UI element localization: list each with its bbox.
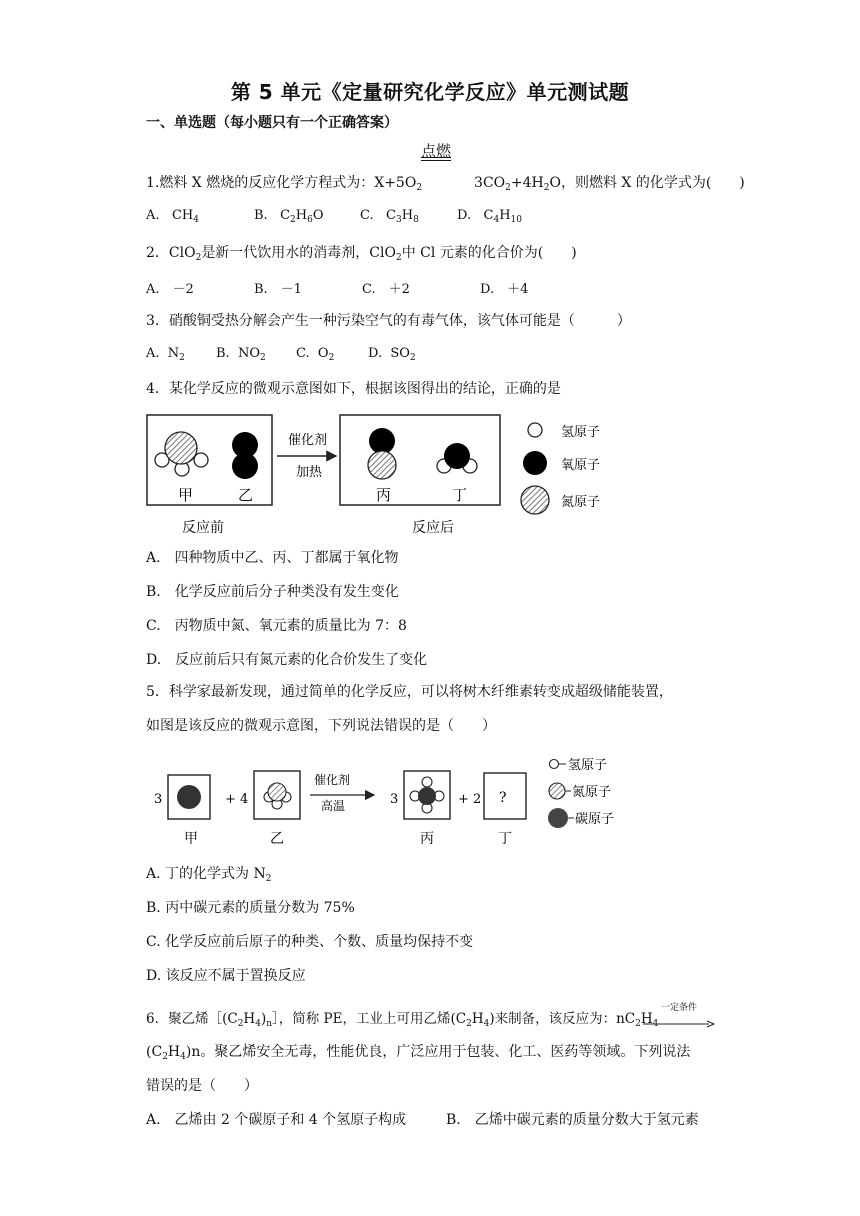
q5-legend-h-icon [550,760,559,769]
q5-coef-yi: 4 [240,792,249,807]
q3-option-b: B. $NO_2$ [216,346,266,363]
page-title: 第 5 单元《定量研究化学反应》单元测试题 [230,80,630,104]
q5-label-ding: 丁 [498,831,512,847]
q4-legend-n: 氮原子 [561,495,601,510]
q3-option-a: A. $N_2$ [146,346,185,363]
q1-condition: 点燃 [421,142,452,160]
q4-heat-label: 加热 [296,465,323,480]
q6-arrow-icon [643,1020,715,1028]
q5-legend-c: 碳原子 [575,812,615,827]
q2-option-c: C. ＋2 [362,282,410,297]
q4-catalyst-label: 催化剂 [288,433,328,448]
q5-molecule-yi [264,783,291,809]
q4-label-before: 反应前 [182,520,224,536]
q2-option-b: B. －1 [254,282,302,297]
q6-stem-line2: $(C_2H_4)n$。聚乙烯安全无毒，性能优良，广泛应用于包装、化工、医药等领域。下列说法 [146,1044,691,1062]
q4-label-after: 反应后 [412,520,454,536]
q3-option-d: D. $SO_2$ [368,346,416,363]
q4-molecule-jia [155,432,208,476]
q6-option-a: A. 乙烯由 2 个碳原子和 4 个氢原子构成 [146,1112,407,1128]
q1-option-c: C. $C_3H_8$ [360,208,419,225]
q2-option-a: A. －2 [146,282,194,297]
q5-legend-h: 氢原子 [568,758,608,773]
q4-legend-o: 氧原子 [561,458,601,473]
q4-legend-o-icon [523,451,547,475]
q5-option-c: C. 化学反应前后原子的种类、个数、质量均保持不变 [146,934,474,950]
q4-option-d: D. 反应前后只有氮元素的化合价发生了变化 [146,652,428,668]
q4-legend-h: 氢原子 [561,425,601,440]
q6-stem-line3: 错误的是（ ） [146,1078,258,1094]
q5-legend-c-icon [548,808,568,828]
q1-option-b: B. $C_2H_6O$ [254,208,324,225]
q4-molecule-yi [232,432,258,479]
q4-label-jia: 甲 [178,486,194,504]
q2-stem: 2．ClO$_2$是新一代饮用水的消毒剂，ClO$_2$中 Cl 元素的化合价为( ) [146,245,577,263]
q5-label-yi: 乙 [270,831,284,847]
q1-option-d: D. $C_4H_{10}$ [457,208,522,225]
q4-label-ding: 丁 [452,486,468,504]
q5-option-a: A. 丁的化学式为 $N_2$ [146,866,272,884]
q5-legend-n: 氮原子 [572,785,612,800]
q5-temp-label: 高温 [321,799,346,813]
q1-option-a: A. $CH_4$ [146,208,199,225]
q5-coef-bing: 3 [390,792,399,807]
q5-unknown-mark: ? [499,790,507,806]
q5-label-jia: 甲 [184,831,198,847]
q5-catalyst-label: 催化剂 [314,773,351,787]
q1-stem: 1.燃料 X 燃烧的反应化学方程式为：$X+5O_2$ $3CO_2+4H_2O$，则燃料 X 的化学式为( ) [146,175,745,193]
q5-carbon-atom [177,785,201,809]
q5-coef-jia: 3 [154,792,163,807]
q5-plus1: + [225,792,236,807]
q2-option-d: D. ＋4 [480,282,529,297]
q4-label-yi: 乙 [238,486,254,504]
q5-option-b: B. 丙中碳元素的质量分数为 75% [146,900,355,916]
q4-legend-h-icon [528,423,542,437]
q4-molecule-ding [437,443,477,473]
q4-after-box [340,415,500,505]
q4-option-b: B. 化学反应前后分子种类没有发生变化 [146,584,399,600]
q4-option-c: C. 丙物质中氮、氧元素的质量比为 7：8 [146,618,407,634]
section-heading: 一、单选题（每小题只有一个正确答案） [146,115,398,131]
q6-option-b: B. 乙烯中碳元素的质量分数大于氢元素 [446,1112,699,1128]
q5-option-d: D. 该反应不属于置换反应 [146,968,306,984]
q4-molecule-bing [368,428,396,479]
q3-option-c: C. $O_2$ [296,346,335,363]
q4-stem: 4．某化学反应的微观示意图如下，根据该图得出的结论，正确的是 [146,381,561,397]
q4-legend-n-icon [521,486,549,514]
q5-reaction-diagram [140,748,640,852]
q3-stem: 3．硝酸铜受热分解会产生一种污染空气的有毒气体，该气体可能是（ ） [146,313,631,329]
q5-molecule-bing [410,777,444,813]
q5-plus2: + 2 [458,792,482,807]
q6-condition-label: 一定条件 [660,1003,697,1013]
q4-reaction-diagram [140,408,620,538]
q5-legend-n-icon [549,783,565,799]
q6-condition-arrow [643,1000,715,1032]
q6-stem-line1: 6．聚乙烯$[(C_2H_4)_n]$，简称 PE，工业上可用乙烯$(C_2H_4)$来制备，该反应为：$nC_2H_4$ [146,1011,659,1029]
q5-stem-line1: 5．科学家最新发现，通过简单的化学反应，可以将树木纤维素转变成超级储能装置， [146,684,673,700]
q4-option-a: A. 四种物质中乙、丙、丁都属于氧化物 [146,550,399,566]
q5-label-bing: 丙 [420,831,434,847]
q4-label-bing: 丙 [376,486,392,504]
q5-stem-line2: 如图是该反应的微观示意图，下列说法错误的是（ ） [146,718,496,734]
